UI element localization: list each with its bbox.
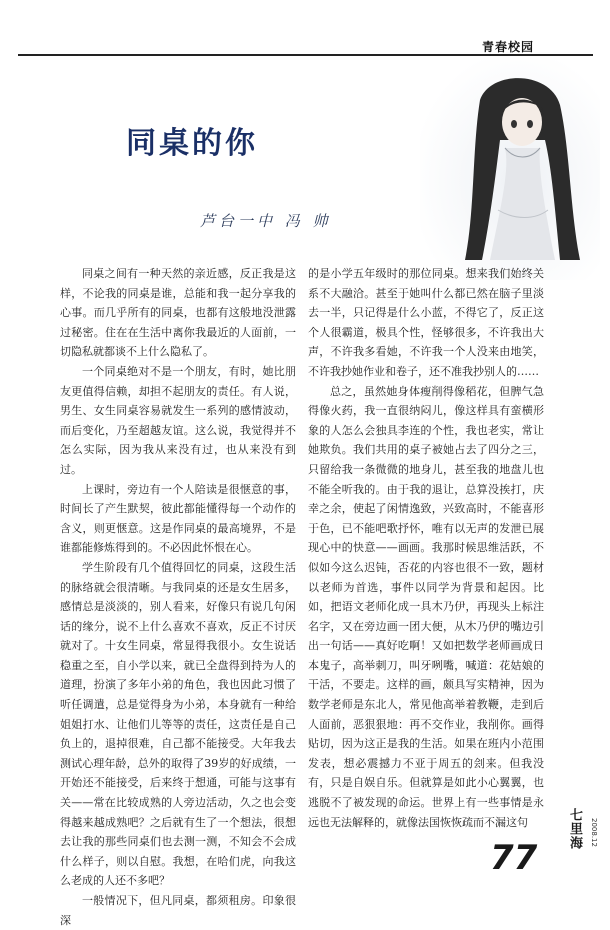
section-label: 青春校园: [482, 40, 535, 54]
paragraph: 的是小学五年级时的那位同桌。想来我们始终关系不大融洽。甚至于她叫什么都已然在脑子里淡去一半，只记得是什么小蓝，不得它了，反正这个人很霸道，极具个性，怪够很多，不许我出大声，不许我多看她，不许我一个人没来由地笑，不许我抄她作业和卷子，还不准我抄别人的……: [308, 267, 544, 378]
issue-number: 2008.12: [590, 818, 598, 847]
right-column: [308, 264, 544, 832]
paragraph: 一个同桌绝对不是一个朋友，有时，她比朋友更值得信赖，却担不起朋友的责任。有人说，男生、女生同桌容易就发生一系列的感情波动，而后变化，乃至超越友谊。这么说，我觉得并不怎么实际，因为我从来没有过，也从来没有到过。: [60, 364, 296, 476]
article-author: 芦台一中 冯 帅: [200, 212, 332, 230]
paragraph: 学生阶段有几个值得回忆的同桌，这段生活的脉络就会很清晰。与我同桌的还是女生居多，感情总是淡淡的，别人看来，好像只有说几句闲话的缘分，说不上什么喜欢不喜欢，反正不讨厌就对了。十女生同桌，常显得我很小。女生说话稳重之至，自小学以来，就已全盘得到持为人的道理，扮演了多年小弟的角色，我也因此习惯了听任调遣，总是觉得身为小弟，本身就有一种给姐姐打水、让他们儿等等的责任，这责任是自己负上的，退掉很难，自己都不能接受。大年我去测试心理年龄，总外的取得了39岁的好成绩，一开始还不能接受，后来终于想通，可能与这事有关——常在比较成熟的人旁边活动，久之也会变得越来越成熟吧？之后就有生了一个想法，很想去让我的那些同桌们也去测一测，不知会不会成什么样子，则以自慰。我想，在哈们虎，向我这么老成的人还不多吧？: [60, 560, 296, 888]
paragraph: 总之，虽然她身体瘦削得像稻花，但脾气急得像火药，我一直很纳闷儿，像这样具有蛮横形象的人怎么会独具李连的个性，我也老实，常让她欺负。我们共用的桌子被她占去了四分之三，只留给我一条微微的地身儿，甚至我的地盘儿也不能全听我的。由于我的退让，总算没挨打，庆幸之余，使起了闲情逸致，兴致高时，不能喜形于色，已不能吧歌抒怀，唯有以无声的发泄已展现心中的快意——画画。我那时候思维活跃，不似如今这么迟钝，否花的内容也很不一致，题材以老师为首选，事件以同学为背景和起因。比如，把语文老师化成一具木乃伊，再现头上标注名字，又在旁边画一团大便，从木乃伊的嘴边引出一句话——真好吃啊！又如把数学老师画成日本鬼子，高举刺刀，叫牙咧嘴，喊道：花姑娘的干活，不要走。这样的画，颇具写实精神，因为数学老师是东北人，常见他高举着教鞭，走到后人面前，恶狠狠地：再不交作业，我削你。画得贴切，因为这正是我的生活。如果在班内小范围发表，想必震撼力不亚于周五的刽来。但我没有，只是自娱自乐。但就算是如此小心翼翼，也逃脱不了被发现的命运。世界上有一些事情是永远也无法解释的，就像法国恢恢疏而不漏这句: [308, 384, 544, 829]
paragraph: 同桌之间有一种天然的亲近感，反正我是这样，不论我的同桌是谁，总能和我一起分享我的心事。而几乎所有的同桌，也都有这般地没泄露过秘密。住在在生活中离你我最近的人面前，一切隐私就都谈不上什么隐私了。: [60, 267, 296, 359]
paragraph: 一般情况下，但凡同桌，都须租房。印象很深: [60, 894, 296, 927]
magazine-name: 七里海: [567, 808, 582, 850]
girl-illustration: [420, 60, 600, 280]
paragraph: 上课时，旁边有一个人陪读是很惬意的事，时间长了产生默契，彼此都能懂得每一个动作的含义，则更惬意。这是作同桌的最高境界，不是谁都能修炼得到的。不必因此怀恨在心。: [60, 482, 296, 555]
left-column: [60, 264, 296, 930]
page-number: 77: [490, 838, 538, 878]
article-title: 同桌的你: [126, 126, 258, 161]
